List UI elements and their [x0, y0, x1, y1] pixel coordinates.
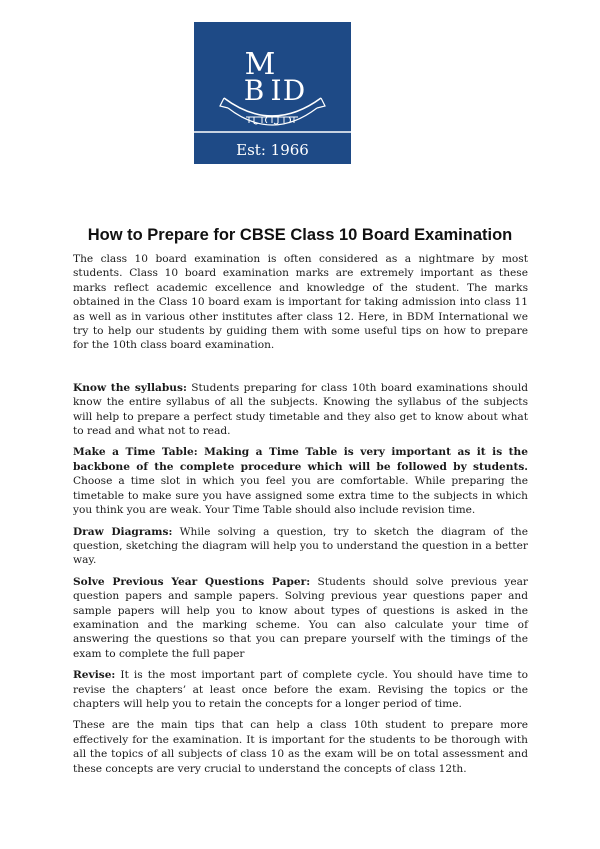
tip-draw-diagrams — [73, 525, 528, 568]
logo-letter-b: B — [243, 74, 265, 107]
tip-text: Students should solve previous year question papers and sample papers. Solving previous year questions paper and sample papers will help you to know about types of questions is asked in the examination and the marking scheme. You can also calculate your time of answering the questions so that you can prepare yourself with the timings of the exam to complete the full paper — [73, 575, 528, 660]
page-title: How to Prepare for CBSE Class 10 Board Examination — [87, 226, 513, 244]
tip-heading: Make a Time Table: Making a Time Table is very important as it is the backbone of the complete procedure which will be followed by students. — [73, 446, 528, 473]
conclusion-paragraph: These are the main tips that can help a class 10th student to prepare more effectively for the examination. It is important for the students to be thorough with all the topics of all subjects of class 10 as the exam will be on total assessment and these concepts are very crucial to understand the concepts of class 12th. — [73, 719, 528, 775]
logo-letter-d: D — [282, 74, 306, 107]
tip-heading: Revise: — [73, 669, 116, 682]
tip-heading: Know the syllabus: — [73, 381, 187, 394]
logo-motto-mark — [246, 117, 298, 124]
tip-time-table — [73, 445, 528, 517]
logo-letter-m: M — [244, 47, 276, 82]
tip-text: It is the most important part of complete cycle. You should have time to revise the chapters’ at least once before the exam. Revising the topics or the chapters will help you to retain the concepts for a longer period of time. — [73, 669, 528, 710]
tip-heading: Draw Diagrams: — [73, 525, 173, 538]
logo-emblem — [194, 22, 351, 164]
tip-know-syllabus — [73, 381, 528, 439]
tip-previous-papers — [73, 575, 528, 661]
logo-established: Est: 1966 — [236, 141, 309, 159]
tip-heading: Solve Previous Year Questions Paper: — [73, 575, 311, 588]
logo-letter-i: I — [270, 74, 282, 107]
tip-text: While solving a question, try to sketch the diagram of the question, sketching the diagram will help you to understand the question in a better way. — [73, 525, 529, 567]
tip-revise — [73, 668, 528, 711]
school-logo — [194, 22, 351, 164]
tip-text: Students preparing for class 10th board examinations should know the entire syllabus of all the subjects. Knowing the syllabus of the subjects will help to prepare a perfect study timetable and they also get to know about what to read and what not to read. — [73, 381, 528, 438]
intro-paragraph: The class 10 board examination is often considered as a nightmare by most students. Class 10 board examination marks are extremely important as these marks reflect academic excellence and knowledge of the student. The marks obtained in the Class 10 board exam is important for taking admission into class 11 as well as in various other institutes after class 12. Here, in BDM International we try to help our students by guiding them with some useful tips on how to prepare for the 10th class board examination. — [73, 253, 528, 352]
article-body — [73, 252, 528, 783]
tip-text: Choose a time slot in which you feel you are comfortable. While preparing the timetable to make sure you have assigned some extra time to the subjects in which you think you are weak. Your Time Table should also include revision time. — [73, 475, 528, 517]
